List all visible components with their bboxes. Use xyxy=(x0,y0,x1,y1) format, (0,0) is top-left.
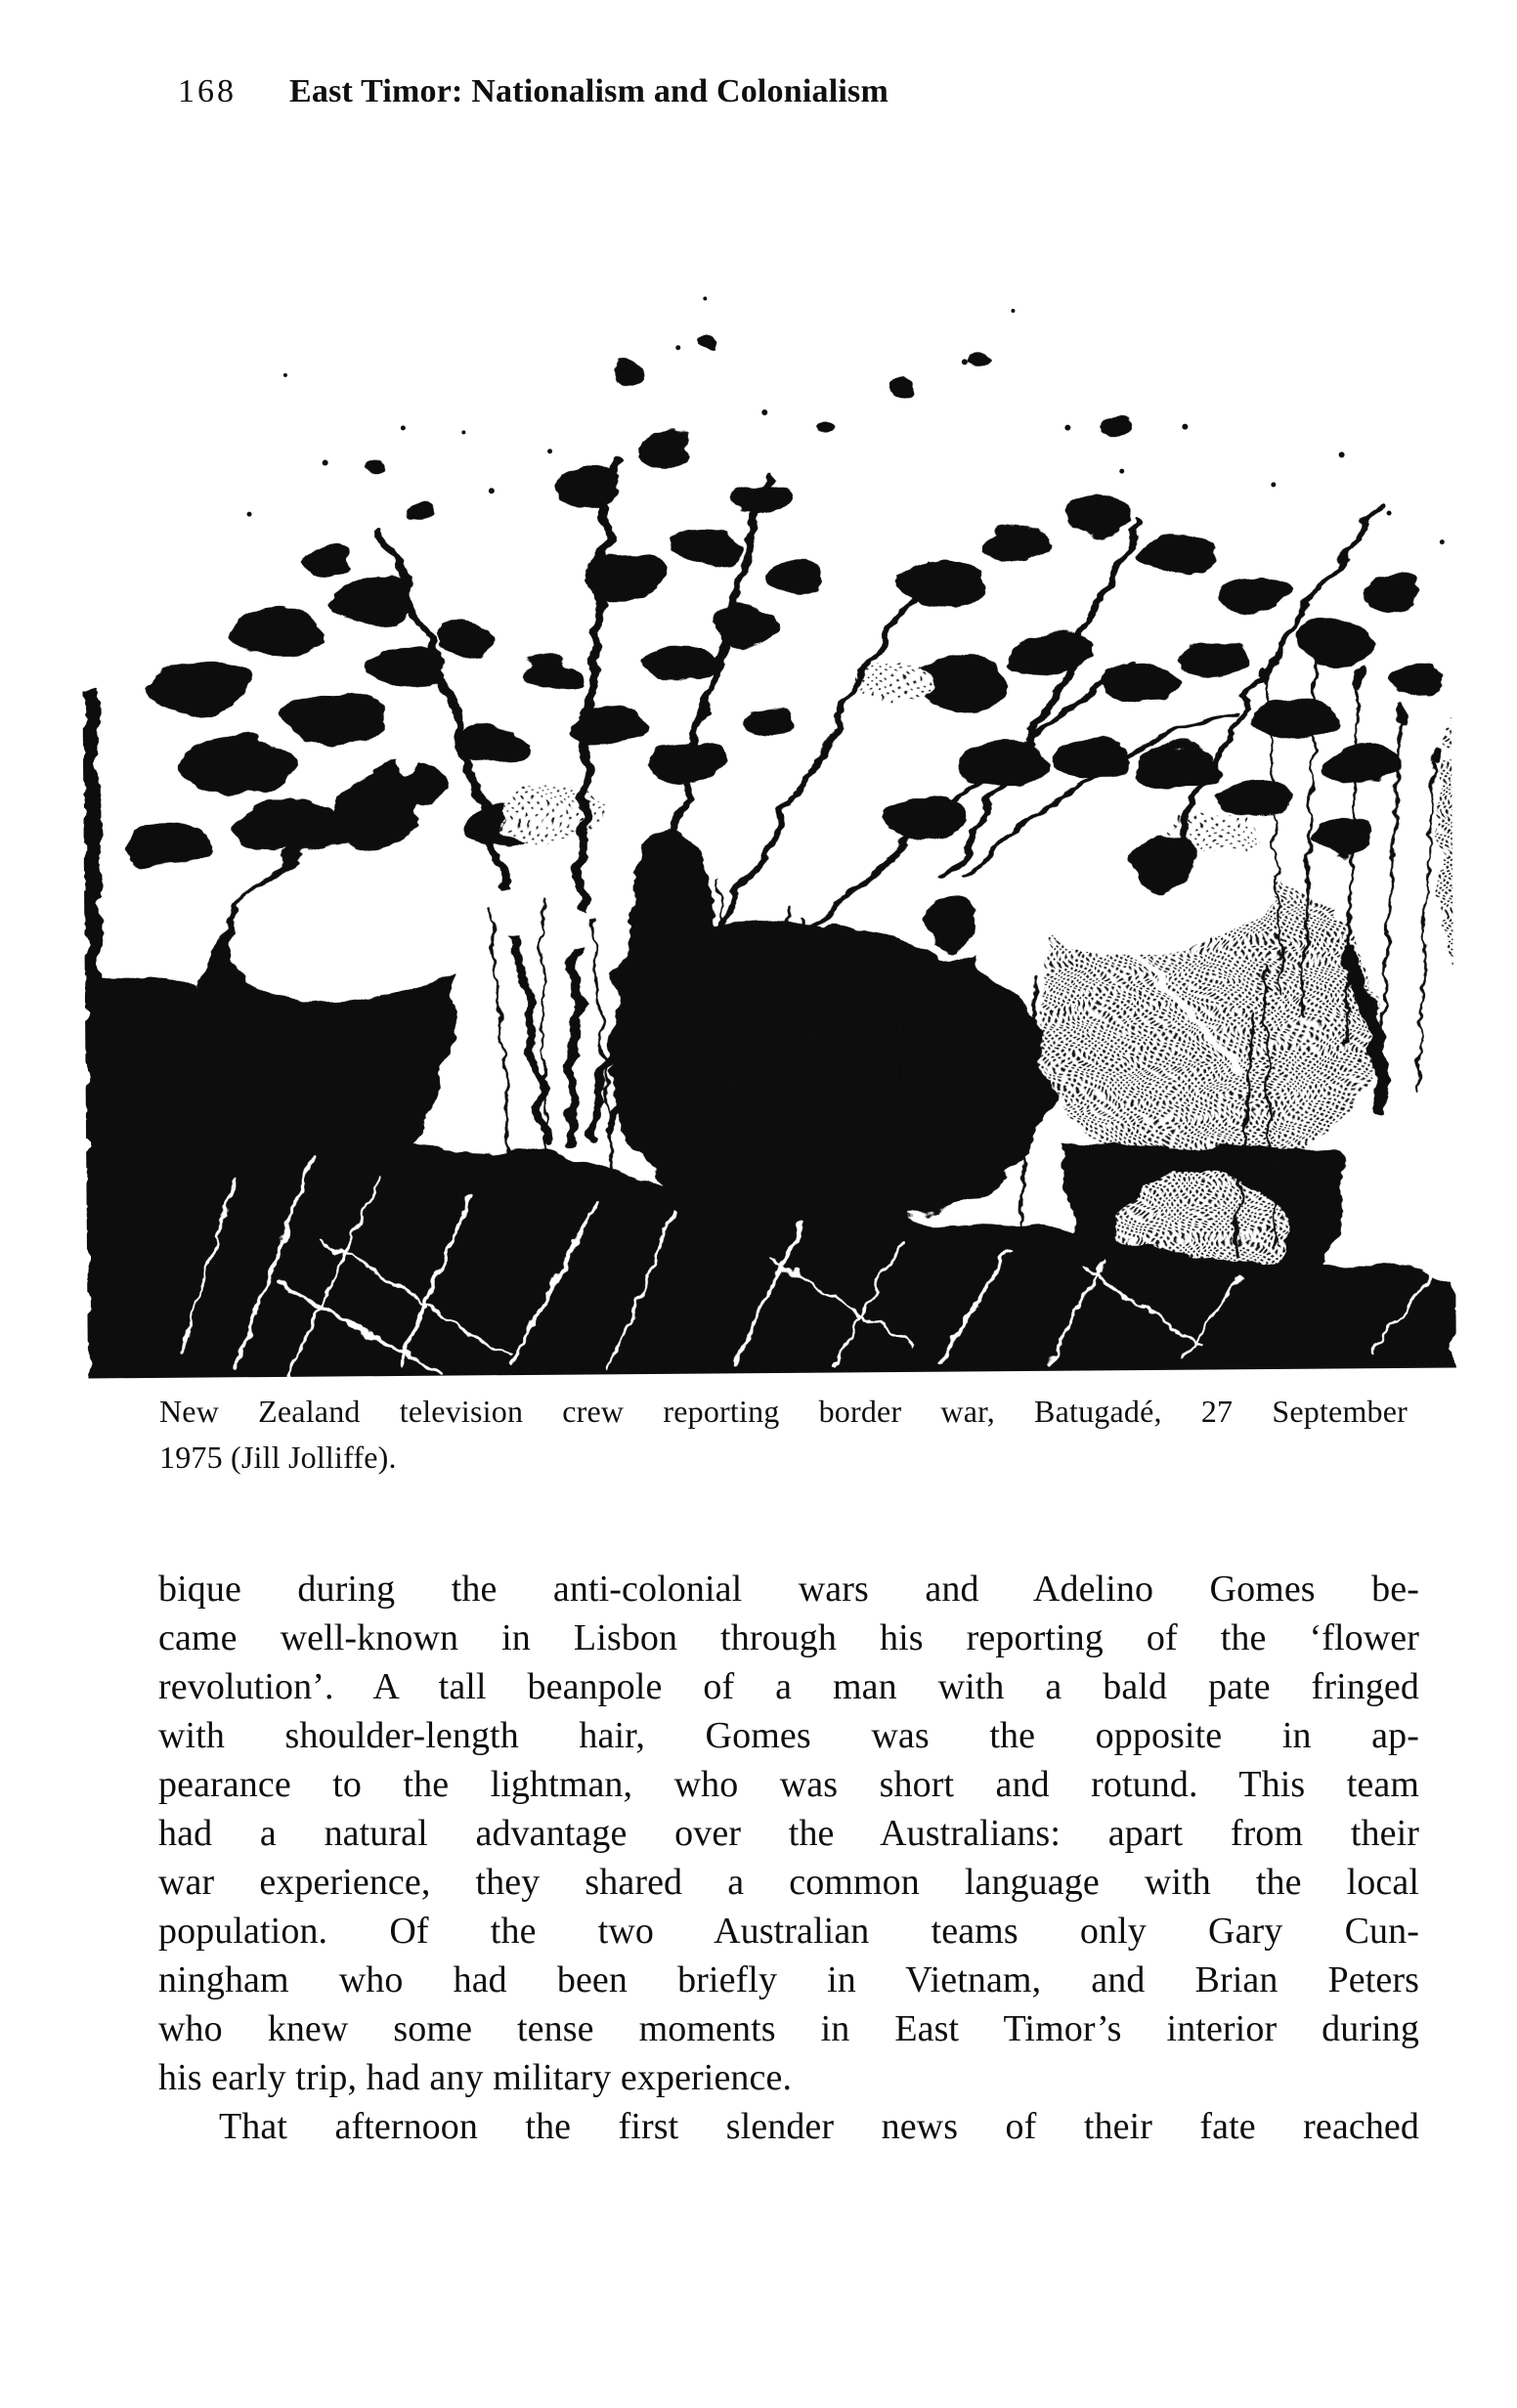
body-line: war experience, they shared a common language with the local xyxy=(158,1862,1419,1903)
body-line: who knew some tense moments in East Timor’s interior during xyxy=(158,2008,1419,2049)
body-line: That afternoon the first slender news of their fate reached xyxy=(219,2106,1419,2147)
page-number: 168 xyxy=(178,73,237,109)
caption-line-1: New Zealand television crew reporting border war, Batugadé, 27 September xyxy=(159,1394,1408,1429)
body-line: bique during the anti-colonial wars and Adelino Gomes be- xyxy=(158,1569,1419,1610)
body-line: with shoulder-length hair, Gomes was the opposite in ap- xyxy=(158,1715,1419,1756)
photo-caption xyxy=(159,1389,1408,1481)
caption-line-2: 1975 (Jill Jolliffe). xyxy=(159,1440,397,1475)
body-line: his early trip, had any military experience. xyxy=(158,2057,793,2098)
body-line: had a natural advantage over the Australians: apart from their xyxy=(158,1813,1419,1854)
body-line: revolution’. A tall beanpole of a man with a bald pate fringed xyxy=(158,1666,1419,1707)
body-line: came well-known in Lisbon through his reporting of the ‘flower xyxy=(158,1617,1419,1658)
body-line: pearance to the lightman, who was short and rotund. This team xyxy=(158,1764,1419,1805)
photo-figure xyxy=(78,132,1456,1379)
running-title: East Timor: Nationalism and Colonialism xyxy=(289,73,889,109)
body-line: population. Of the two Australian teams only Gary Cun- xyxy=(158,1911,1419,1952)
photo-image xyxy=(78,132,1456,1379)
body-line: ningham who had been briefly in Vietnam, and Brian Peters xyxy=(158,1959,1419,2000)
page-header xyxy=(178,72,889,111)
body-text xyxy=(158,1565,1419,2151)
